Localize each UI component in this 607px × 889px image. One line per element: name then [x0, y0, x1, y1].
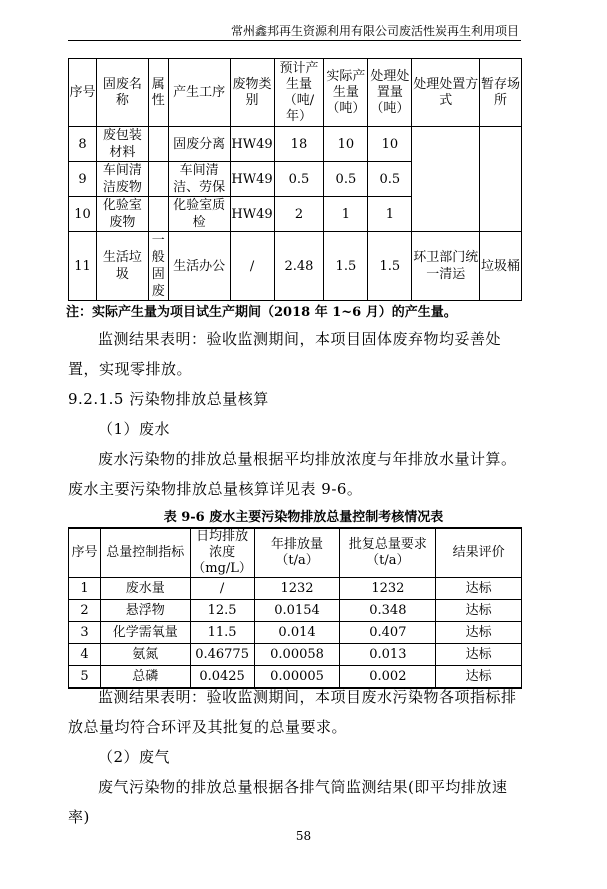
table-cell: 0.014 [254, 622, 340, 644]
table-cell: 1 [69, 578, 101, 600]
table-cell: 化验室质检 [168, 197, 230, 232]
table-cell: 2 [69, 600, 101, 622]
table-note: 注：实际产生量为项目试生产期间（2018 年 1~6 月）的产生量。 [66, 305, 457, 320]
table-cell: 0.00058 [254, 644, 340, 666]
table-cell: 1232 [254, 578, 340, 600]
table2-header-cell: 年排放量（t/a） [254, 528, 340, 578]
table1-header-cell: 属性 [148, 59, 168, 127]
subheading-exhaust-gas: （2）废气 [98, 748, 171, 766]
table-row [69, 644, 522, 666]
header-rule [68, 40, 521, 41]
wastewater-total-table [68, 527, 522, 689]
table-cell: 0.013 [340, 644, 436, 666]
table-cell [148, 162, 168, 197]
table-cell [480, 127, 522, 232]
paragraph-wastewater-intro: 废水污染物的排放总量根据平均排放浓度与年排放水量计算。废水主要污染物排放总量核算详见表 9-6。 [68, 450, 517, 498]
table2-header-row [69, 528, 522, 578]
table-cell: 0.5 [368, 162, 412, 197]
table-cell: 达标 [436, 622, 522, 644]
table-cell: 0.46775 [190, 644, 254, 666]
table-row [69, 578, 522, 600]
table-cell: 达标 [436, 578, 522, 600]
table-cell: 0.5 [274, 162, 324, 197]
table-cell: 0.0425 [190, 666, 254, 689]
table1-header-row [69, 59, 522, 127]
table-cell: 11 [69, 232, 97, 301]
table-cell: 一般固废 [148, 232, 168, 301]
table-cell: 1.5 [324, 232, 368, 301]
table-cell: 10 [69, 197, 97, 232]
table-cell: 10 [324, 127, 368, 162]
subheading-wastewater: （1）废水 [98, 420, 171, 438]
table2-header-cell: 序号 [69, 528, 101, 578]
table-cell: 生活办公 [168, 232, 230, 301]
paragraph-solid-waste-result: 监测结果表明：验收监测期间，本项目固体废弃物均妥善处置，实现零排放。 [68, 330, 502, 378]
table2-header-cell: 批复总量要求（t/a） [340, 528, 436, 578]
table-cell: 1 [368, 197, 412, 232]
paragraph-exhaust-gas-intro: 废气污染物的排放总量根据各排气筒监测结果(即平均排放速率) [68, 778, 508, 826]
table-cell: 达标 [436, 666, 522, 689]
table-cell: / [190, 578, 254, 600]
table-cell: 生活垃圾 [96, 232, 148, 301]
table-cell: HW49 [230, 197, 274, 232]
table-cell: 3 [69, 622, 101, 644]
table-cell: 废水量 [100, 578, 190, 600]
table-cell: 12.5 [190, 600, 254, 622]
table-cell: 化学需氧量 [100, 622, 190, 644]
table-cell: 2 [274, 197, 324, 232]
table1-header-cell: 预计产生量（吨/年） [274, 59, 324, 127]
table-cell: 8 [69, 127, 97, 162]
table-cell: 固废分离 [168, 127, 230, 162]
table-cell: 车间清洁、劳保 [168, 162, 230, 197]
table-row [69, 232, 522, 301]
table-cell: 环卫部门统一清运 [412, 232, 480, 301]
table-cell: 18 [274, 127, 324, 162]
table2-header-cell: 总量控制指标 [100, 528, 190, 578]
solid-waste-table [68, 58, 522, 301]
table-row [69, 600, 522, 622]
table-cell: 11.5 [190, 622, 254, 644]
table-cell: 0.5 [324, 162, 368, 197]
table1-header-cell: 暂存场所 [480, 59, 522, 127]
table-cell: 0.0154 [254, 600, 340, 622]
table-cell: 2.48 [274, 232, 324, 301]
table-cell: 车间清洁废物 [96, 162, 148, 197]
table-cell: 10 [368, 127, 412, 162]
table-cell: 0.002 [340, 666, 436, 689]
table-cell [148, 197, 168, 232]
table-row [69, 127, 522, 162]
table1-header-cell: 产生工序 [168, 59, 230, 127]
table2-caption: 表 9-6 废水主要污染物排放总量控制考核情况表 [163, 510, 444, 525]
table-cell: 1 [324, 197, 368, 232]
table-cell [412, 127, 480, 232]
table-cell: 垃圾桶 [480, 232, 522, 301]
table-cell: 0.407 [340, 622, 436, 644]
table-cell: 总磷 [100, 666, 190, 689]
table-cell: 5 [69, 666, 101, 689]
table-cell: HW49 [230, 127, 274, 162]
table-cell: 悬浮物 [100, 600, 190, 622]
table1-header-cell: 处理处置量（吨） [368, 59, 412, 127]
table-cell [148, 127, 168, 162]
table-cell: / [230, 232, 274, 301]
table-cell: 0.00005 [254, 666, 340, 689]
table1-header-cell: 处理处置方式 [412, 59, 480, 127]
table1-header-cell: 废物类别 [230, 59, 274, 127]
table2-header-cell: 结果评价 [436, 528, 522, 578]
table1-header-cell: 序号 [69, 59, 97, 127]
table-cell: 氨氮 [100, 644, 190, 666]
table1-header-cell: 固废名称 [96, 59, 148, 127]
section-heading: 9.2.1.5 污染物排放总量核算 [68, 390, 269, 408]
table-row [69, 622, 522, 644]
table-cell: 1.5 [368, 232, 412, 301]
page-number: 58 [295, 829, 312, 843]
paragraph-wastewater-result: 监测结果表明：验收监测期间，本项目废水污染物各项指标排放总量均符合环评及其批复的总量要求。 [68, 688, 517, 736]
table-cell: 0.348 [340, 600, 436, 622]
table-cell: 9 [69, 162, 97, 197]
table-cell: 化验室废物 [96, 197, 148, 232]
table-cell: 1232 [340, 578, 436, 600]
table-cell: 达标 [436, 644, 522, 666]
table-cell: 达标 [436, 600, 522, 622]
table-cell: HW49 [230, 162, 274, 197]
table2-header-cell: 日均排放浓度（mg/L） [190, 528, 254, 578]
table1-header-cell: 实际产生量（吨） [324, 59, 368, 127]
table-cell: 4 [69, 644, 101, 666]
page-header-title: 常州鑫邦再生资源利用有限公司废活性炭再生利用项目 [230, 24, 519, 38]
table-cell: 废包装材料 [96, 127, 148, 162]
